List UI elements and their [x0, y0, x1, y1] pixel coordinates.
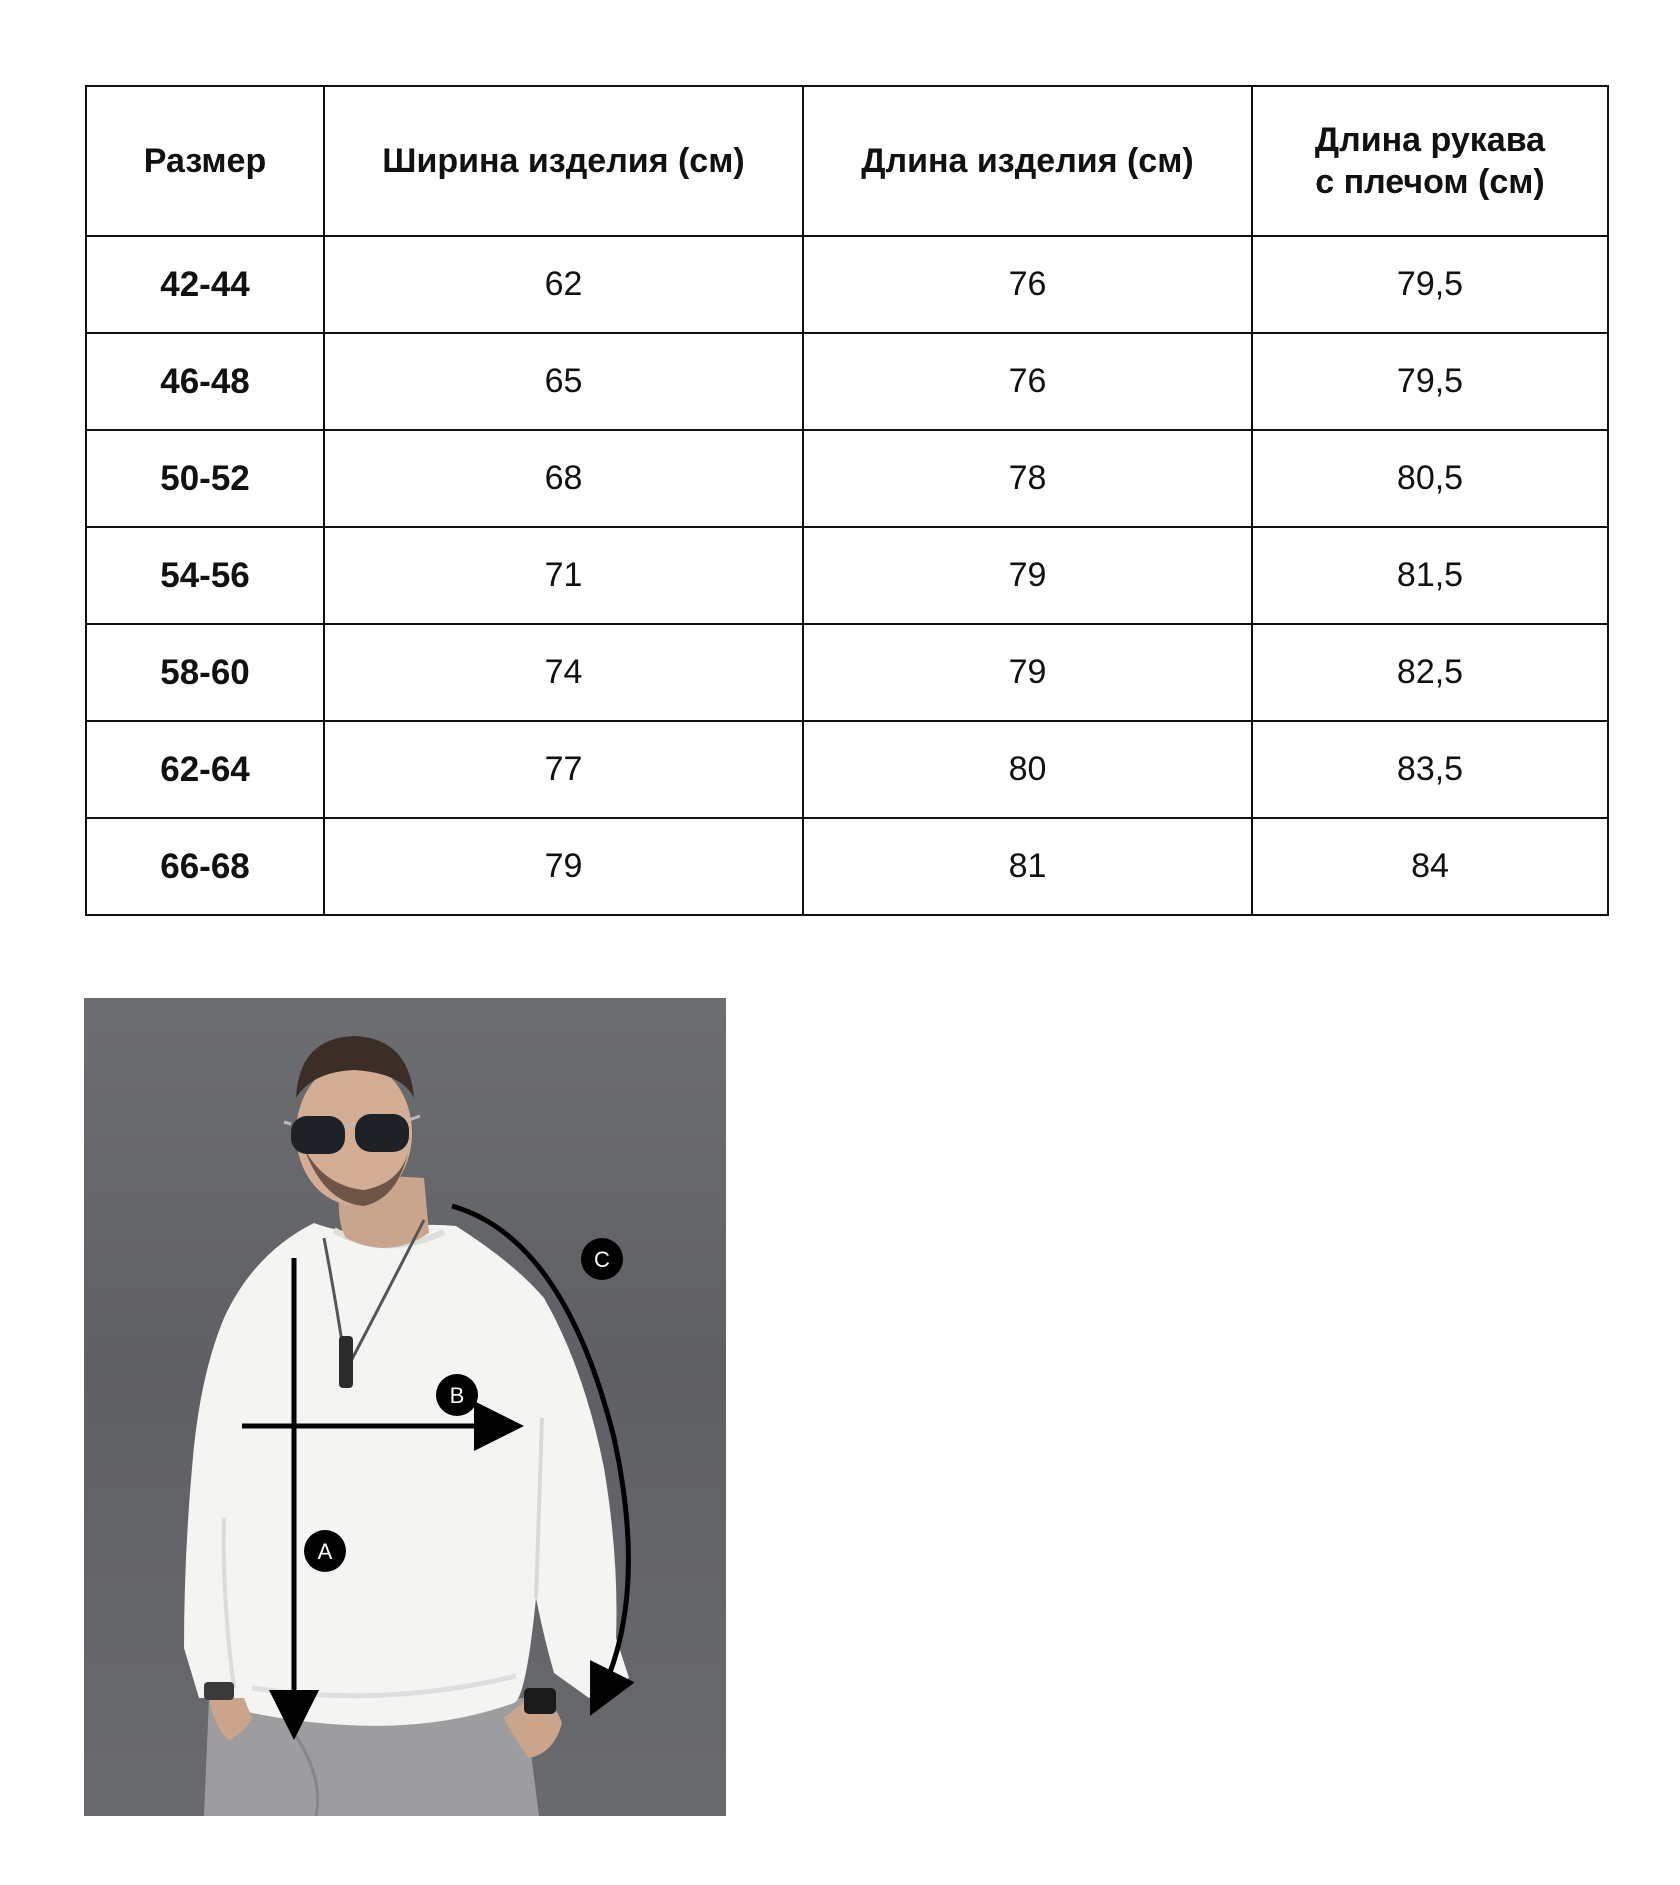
header-length: Длина изделия (см) [803, 86, 1252, 236]
label-a: A [317, 1539, 333, 1564]
length-cell: 80 [803, 721, 1252, 818]
width-cell: 77 [324, 721, 803, 818]
label-c-badge [581, 1238, 623, 1280]
table-header-row [86, 86, 1608, 236]
model-head [284, 1036, 429, 1248]
width-cell: 62 [324, 236, 803, 333]
header-sleeve [1252, 86, 1608, 236]
header-sleeve-line1: Длина рукава [1314, 121, 1546, 159]
header-size: Размер [86, 86, 324, 236]
size-chart-table [85, 85, 1609, 916]
header-width: Ширина изделия (см) [324, 86, 803, 236]
table-row [86, 236, 1608, 333]
length-cell: 78 [803, 430, 1252, 527]
width-cell: 71 [324, 527, 803, 624]
size-cell: 50-52 [86, 430, 324, 527]
sleeve-cell: 83,5 [1252, 721, 1608, 818]
measurement-photo [84, 998, 726, 1816]
table-row [86, 624, 1608, 721]
sleeve-cell: 80,5 [1252, 430, 1608, 527]
table-row [86, 430, 1608, 527]
size-cell: 58-60 [86, 624, 324, 721]
table-row [86, 818, 1608, 915]
sleeve-cell: 79,5 [1252, 236, 1608, 333]
header-sleeve-line2: с плечом (см) [1315, 163, 1545, 201]
length-cell: 81 [803, 818, 1252, 915]
table-row [86, 333, 1608, 430]
width-cell: 68 [324, 430, 803, 527]
size-cell: 54-56 [86, 527, 324, 624]
size-cell: 42-44 [86, 236, 324, 333]
table-row [86, 721, 1608, 818]
size-cell: 62-64 [86, 721, 324, 818]
width-cell: 65 [324, 333, 803, 430]
length-cell: 76 [803, 236, 1252, 333]
size-cell: 66-68 [86, 818, 324, 915]
label-c: C [594, 1247, 610, 1272]
length-cell: 79 [803, 624, 1252, 721]
width-cell: 79 [324, 818, 803, 915]
sleeve-cell: 84 [1252, 818, 1608, 915]
length-cell: 76 [803, 333, 1252, 430]
label-b-badge [436, 1374, 478, 1416]
table-row [86, 527, 1608, 624]
label-a-badge [304, 1530, 346, 1572]
sleeve-cell: 81,5 [1252, 527, 1608, 624]
sleeve-cell: 79,5 [1252, 333, 1608, 430]
length-cell: 79 [803, 527, 1252, 624]
width-cell: 74 [324, 624, 803, 721]
sleeve-cell: 82,5 [1252, 624, 1608, 721]
size-cell: 46-48 [86, 333, 324, 430]
label-b: B [449, 1383, 465, 1408]
